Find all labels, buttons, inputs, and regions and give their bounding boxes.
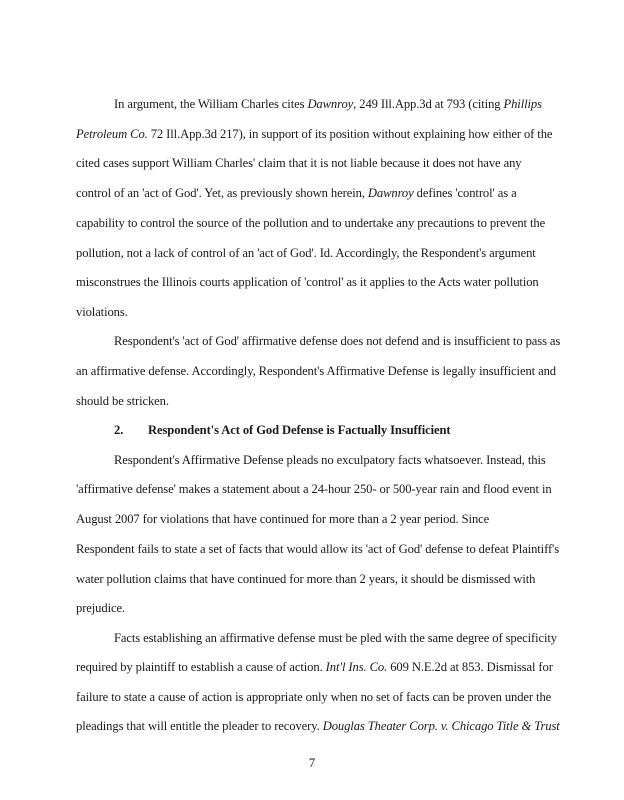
text-line: [76, 511, 548, 527]
text-segment: prejudice.: [76, 601, 125, 615]
text-segment: Respondent's Affirmative Defense pleads no exculpatory facts whatsoever. Instead, this: [114, 453, 546, 467]
text-segment: 'affirmative defense' makes a statement about a 24-hour 250- or 500-year rain and flood event in: [76, 482, 552, 496]
text-segment: Respondent's 'act of God' affirmative defense does not defend and is insufficient to pass as: [114, 334, 561, 348]
text-segment: misconstrues the Illinois courts application of 'control' as it applies to the Acts water pollution: [76, 275, 539, 289]
text-segment: Respondent fails to state a set of facts that would allow its 'act of God' defense to defeat Plaintiff's: [76, 542, 560, 556]
text-segment: required by plaintiff to establish a cause of action.: [76, 660, 326, 674]
text-segment: failure to state a cause of action is appropriate only when no set of facts can be proven under the: [76, 690, 552, 704]
text-line: [76, 481, 552, 497]
text-segment: 609 N.E.2d at 853. Dismissal for: [387, 660, 553, 674]
text-line: [76, 600, 548, 616]
section-heading-text: Respondent's Act of God Defense is Factually Insufficient: [148, 423, 451, 437]
citation-italic: Dawnroy: [307, 97, 354, 111]
page-number: 7: [308, 756, 316, 770]
text-segment: In argument, the William Charles cites: [114, 97, 308, 111]
text-segment: , 249 Ill.App.3d at 793 (citing: [353, 97, 504, 111]
text-line: [76, 571, 548, 587]
citation-italic: Douglas Theater Corp. v. Chicago Title & Trust: [322, 719, 560, 733]
text-line: [76, 215, 548, 231]
citation-italic: Int'l Ins. Co.: [325, 660, 388, 674]
text-line: [76, 245, 548, 261]
text-segment: pleadings that will entitle the pleader to recovery.: [76, 719, 323, 733]
text-line: [76, 689, 552, 705]
text-line: [76, 304, 548, 320]
text-line: [76, 274, 548, 290]
text-segment: control of an 'act of God'. Yet, as previously shown herein,: [76, 186, 368, 200]
text-segment: August 2007 for violations that have continued for more than a 2 year period. Since: [76, 512, 490, 526]
text-line: [76, 659, 553, 675]
citation-italic: Phillips: [503, 97, 542, 111]
section-heading: [114, 422, 586, 438]
text-line: [76, 155, 548, 171]
text-segment: Facts establishing an affirmative defense must be pled with the same degree of specificity: [114, 631, 557, 645]
paragraph-first-line: [114, 452, 548, 468]
section-number: 2.: [114, 423, 124, 437]
text-line: [76, 541, 560, 557]
text-line: [76, 185, 548, 201]
text-line: [76, 718, 560, 734]
text-segment: 72 Ill.App.3d 217), in support of its position without explaining how either of the: [147, 127, 553, 141]
paragraph-first-line: [114, 333, 561, 349]
text-segment: cited cases support William Charles' claim that it is not liable because it does not have any: [76, 156, 522, 170]
text-line: [76, 393, 548, 409]
text-segment: defines 'control' as a: [413, 186, 517, 200]
citation-italic: Dawnroy: [367, 186, 414, 200]
paragraph-first-line: [114, 96, 548, 112]
paragraph-first-line: [114, 630, 557, 646]
text-segment: should be stricken.: [76, 394, 169, 408]
text-line: [76, 363, 556, 379]
text-segment: pollution, not a lack of control of an 'act of God'. Id. Accordingly, the Respondent's argument: [76, 246, 536, 260]
text-segment: an affirmative defense. Accordingly, Respondent's Affirmative Defense is legally insufficient and: [76, 364, 556, 378]
text-line: [76, 126, 553, 142]
text-segment: violations.: [76, 305, 128, 319]
text-segment: capability to control the source of the pollution and to undertake any precautions to prevent the: [76, 216, 546, 230]
text-segment: water pollution claims that have continued for more than 2 years, it should be dismissed with: [76, 572, 536, 586]
citation-italic: Petroleum Co.: [76, 127, 148, 141]
